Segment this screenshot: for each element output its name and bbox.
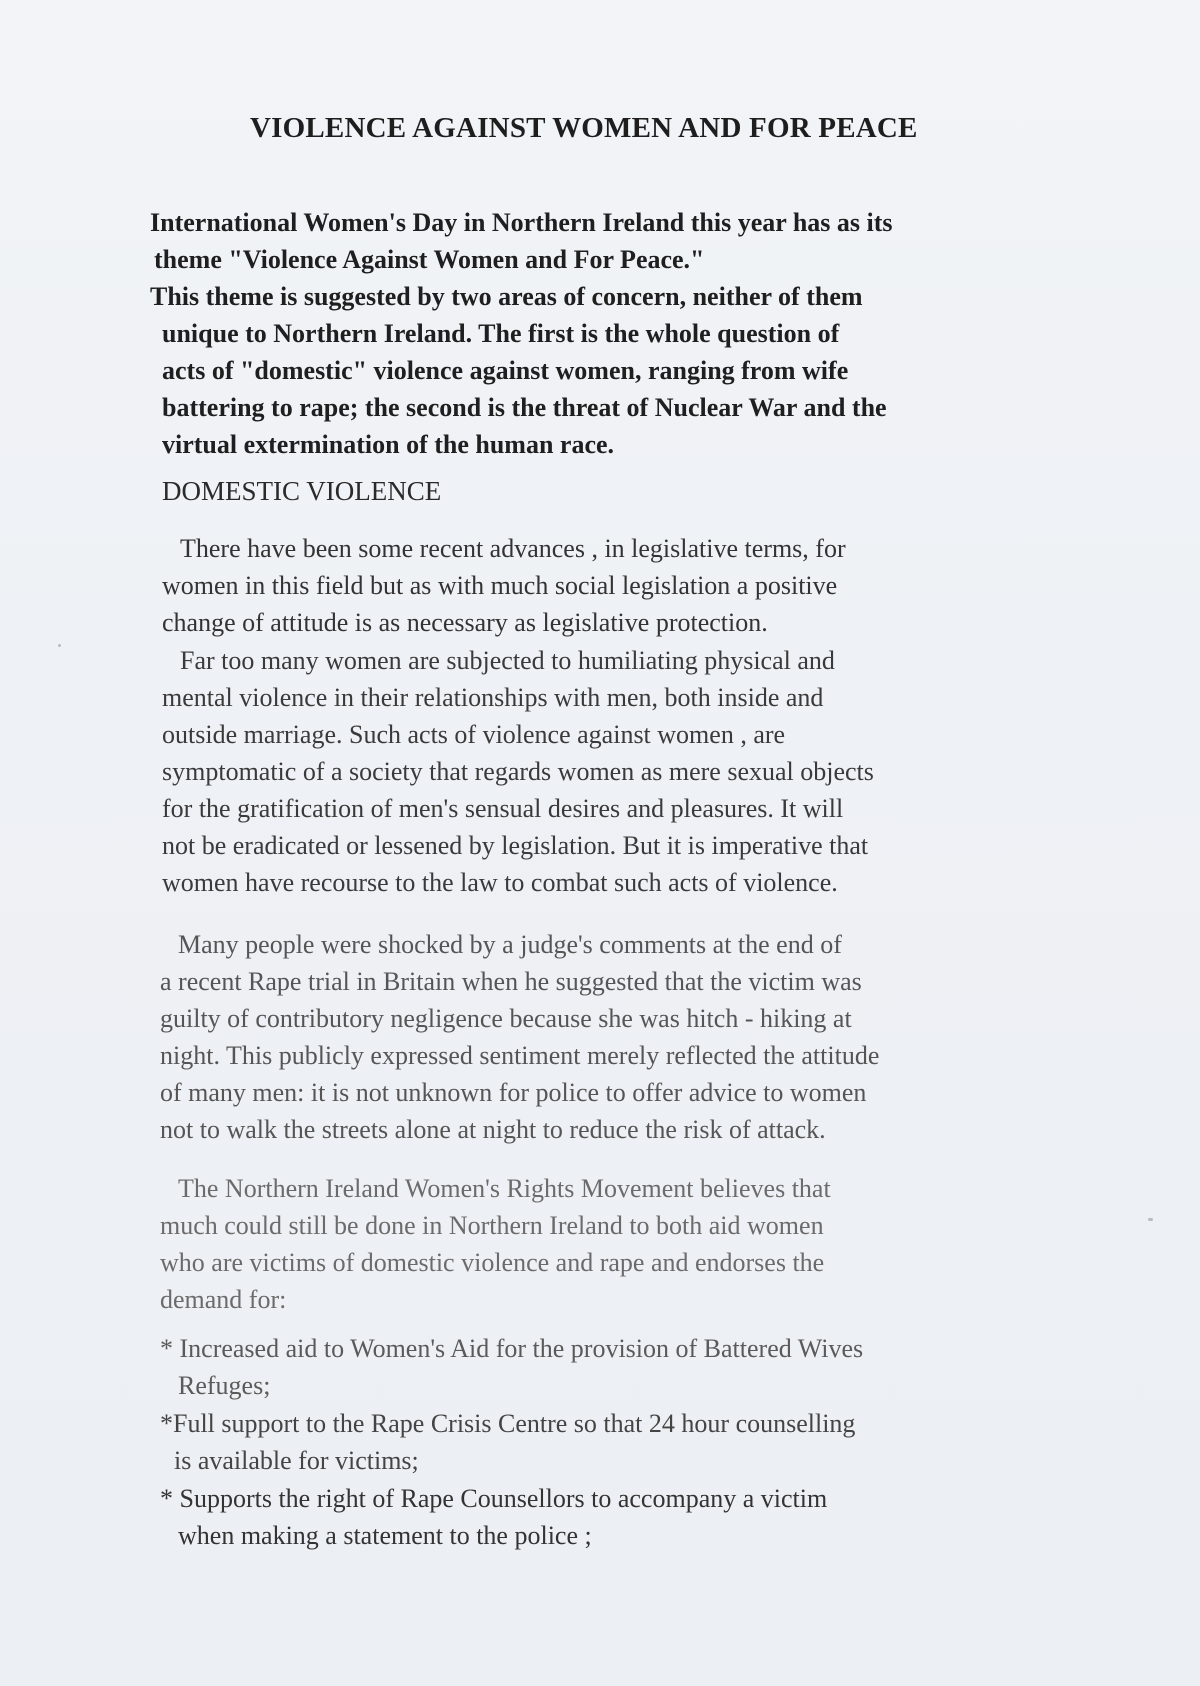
text-line: change of attitude is as necessary as legislative protection. (162, 608, 768, 637)
domestic-paragraph-2 (162, 642, 874, 901)
intro-paragraph-2 (150, 278, 887, 463)
text-line: much could still be done in Northern Ireland to both aid women (160, 1211, 824, 1240)
text-line: a recent Rape trial in Britain when he suggested that the victim was (160, 967, 862, 996)
text-line: not to walk the streets alone at night to reduce the risk of attack. (160, 1115, 826, 1144)
text-line: demand for: (160, 1285, 287, 1314)
demand-line: is available for victims; (174, 1446, 419, 1475)
text-line: women in this field but as with much social legislation a positive (162, 571, 838, 600)
text-line: battering to rape; the second is the threat of Nuclear War and the (162, 393, 887, 422)
domestic-paragraph-1 (162, 530, 846, 641)
text-line: for the gratification of men's sensual desires and pleasures. It will (162, 794, 844, 823)
page-speck (58, 644, 61, 647)
demand-line: * Supports the right of Rape Counsellors to accompany a victim (160, 1484, 828, 1513)
text-line: of many men: it is not unknown for police to offer advice to women (160, 1078, 867, 1107)
domestic-paragraph-3 (160, 926, 879, 1148)
text-line: mental violence in their relationships with men, both inside and (162, 683, 824, 712)
text-line: The Northern Ireland Women's Rights Movement believes that (178, 1174, 831, 1203)
page-speck (1148, 1218, 1153, 1221)
text-line: guilty of contributory negligence because she was hitch - hiking at (160, 1004, 852, 1033)
demand-item (160, 1480, 827, 1554)
text-line: who are victims of domestic violence and rape and endorses the (160, 1248, 825, 1277)
intro-paragraph-1 (150, 204, 893, 278)
demand-item (160, 1330, 863, 1404)
text-line: virtual extermination of the human race. (162, 430, 615, 459)
section-heading: DOMESTIC VIOLENCE (162, 476, 442, 506)
demand-item (160, 1405, 855, 1479)
text-line: not be eradicated or lessened by legislation. But it is imperative that (162, 831, 869, 860)
text-line: acts of "domestic" violence against women, ranging from wife (162, 356, 849, 385)
text-line: night. This publicly expressed sentiment merely reflected the attitude (160, 1041, 880, 1070)
text-line: symptomatic of a society that regards women as mere sexual objects (162, 757, 874, 786)
demand-line: *Full support to the Rape Crisis Centre so that 24 hour counselling (160, 1409, 856, 1438)
domestic-paragraph-4 (160, 1170, 831, 1318)
text-line: outside marriage. Such acts of violence against women , are (162, 720, 786, 749)
text-line: women have recourse to the law to combat such acts of violence. (162, 868, 838, 897)
text-line: Many people were shocked by a judge's comments at the end of (178, 930, 842, 959)
text-line: theme "Violence Against Women and For Peace." (154, 245, 705, 274)
text-line: International Women's Day in Northern Ireland this year has as its (150, 208, 893, 237)
document-title: VIOLENCE AGAINST WOMEN AND FOR PEACE (250, 112, 918, 144)
demand-line: * Increased aid to Women's Aid for the provision of Battered Wives (160, 1334, 864, 1363)
text-line: unique to Northern Ireland. The first is the whole question of (162, 319, 840, 348)
text-line: Far too many women are subjected to humiliating physical and (180, 646, 835, 675)
text-line: There have been some recent advances , in legislative terms, for (180, 534, 846, 563)
demand-line: Refuges; (178, 1371, 271, 1400)
text-line: This theme is suggested by two areas of concern, neither of them (150, 282, 863, 311)
demand-line: when making a statement to the police ; (178, 1521, 592, 1550)
